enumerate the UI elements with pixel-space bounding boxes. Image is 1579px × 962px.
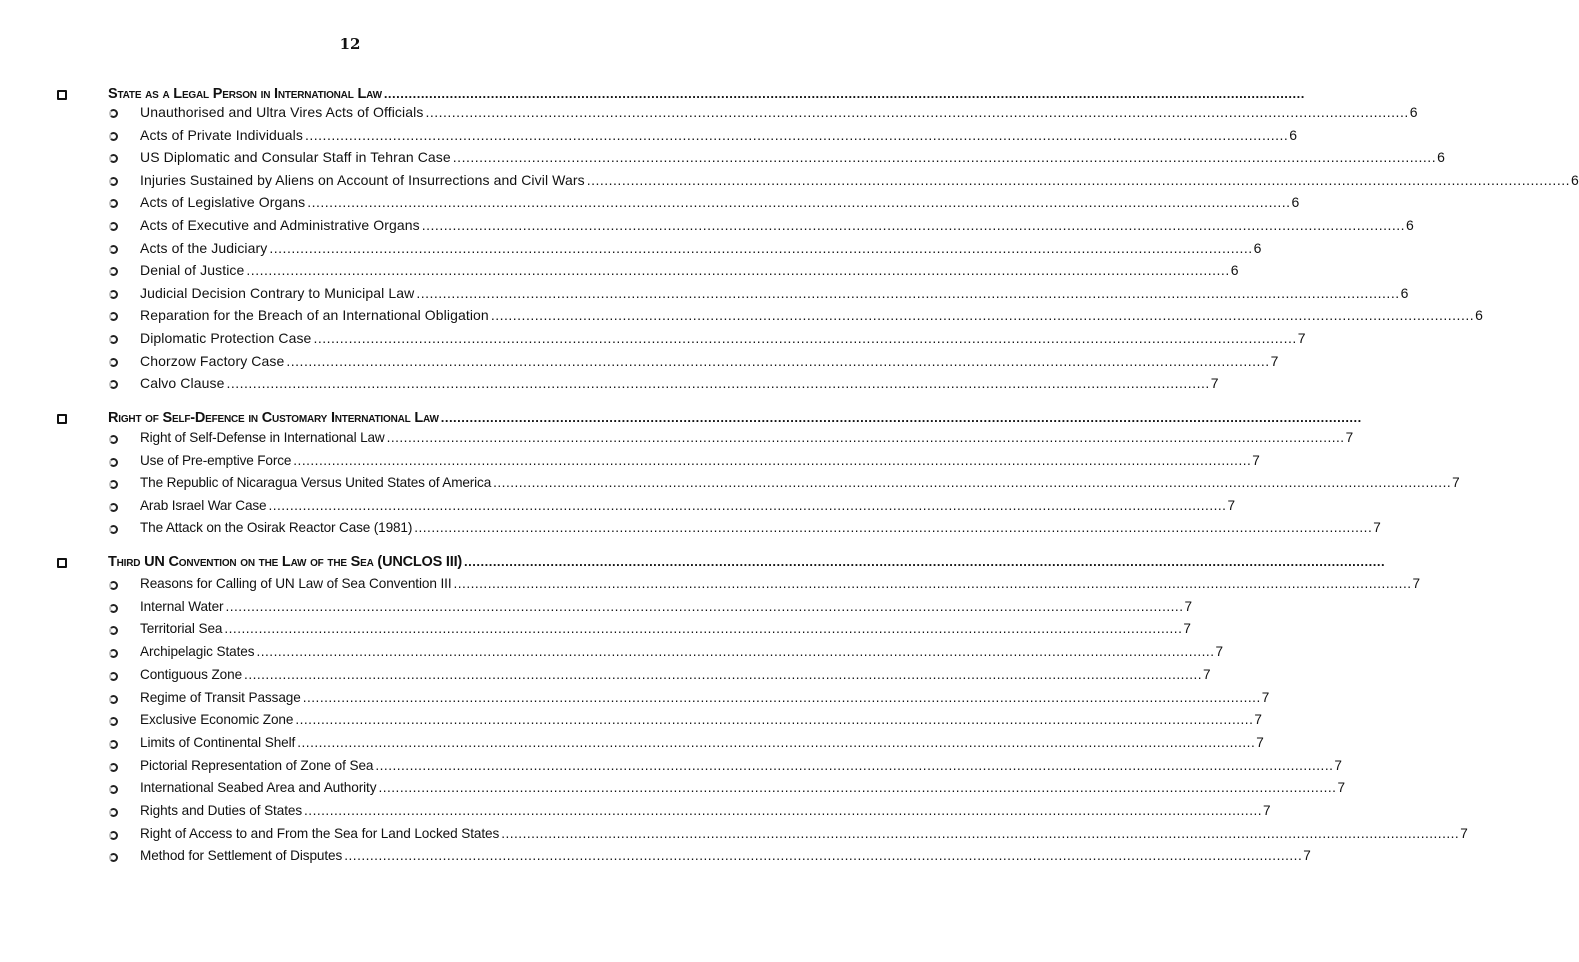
dot-leader <box>269 240 1252 256</box>
item-label: Acts of the Judiciary <box>140 239 268 256</box>
item-label: Territorial Sea <box>140 621 223 637</box>
item-page: 6 <box>1570 171 1579 188</box>
item-label: Limits of Continental Shelf <box>140 734 296 750</box>
circle-bullet-icon <box>109 581 118 590</box>
toc-item[interactable] <box>0 171 1579 194</box>
circle-bullet-icon <box>109 853 118 862</box>
item-page: 7 <box>1334 757 1342 773</box>
toc-item[interactable] <box>0 598 1192 621</box>
dot-leader <box>303 690 1261 705</box>
toc-item[interactable] <box>0 330 1306 352</box>
dot-leader <box>375 758 1333 773</box>
item-label: Calvo Clause <box>140 375 225 392</box>
toc-item[interactable] <box>0 126 1298 149</box>
item-label: The Republic of Nicaragua Versus United States of America <box>140 475 492 491</box>
item-label: Reparation for the Breach of an International Obligation <box>140 307 489 324</box>
circle-bullet-icon <box>109 267 118 276</box>
toc-item[interactable] <box>0 217 1414 239</box>
circle-bullet-icon <box>109 480 118 489</box>
item-label: US Diplomatic and Consular Staff in Tehran Case <box>140 149 451 166</box>
item-label: Chorzow Factory Case <box>140 352 285 369</box>
item-page: 7 <box>1297 330 1306 346</box>
item-label: International Seabed Area and Authority <box>140 780 377 796</box>
item-page: 7 <box>1256 734 1264 750</box>
item-page: 6 <box>1289 126 1298 143</box>
checkbox-icon <box>57 414 67 424</box>
section-title: Third UN Convention on the Law of the Sea (UNCLOS III) <box>108 554 463 570</box>
circle-bullet-icon <box>109 245 118 254</box>
toc-item[interactable] <box>0 430 1353 452</box>
dot-leader <box>587 172 1570 188</box>
dot-leader <box>295 712 1253 727</box>
item-page: 7 <box>1263 803 1271 818</box>
item-page: 6 <box>1406 217 1414 233</box>
dot-leader <box>501 826 1459 841</box>
circle-bullet-icon <box>109 831 118 840</box>
item-page: 7 <box>1460 825 1468 841</box>
circle-bullet-icon <box>109 808 118 817</box>
toc-item[interactable] <box>0 497 1235 520</box>
item-page: 7 <box>1345 430 1353 445</box>
item-page: 7 <box>1210 375 1219 392</box>
item-label: Internal Water <box>140 598 224 614</box>
circle-bullet-icon <box>109 199 118 208</box>
dot-leader <box>422 217 1405 233</box>
toc-item[interactable] <box>0 825 1468 848</box>
item-label: Archipelagic States <box>140 644 255 660</box>
circle-bullet-icon <box>109 649 118 658</box>
item-page: 6 <box>1253 239 1262 256</box>
toc-item[interactable] <box>0 734 1264 757</box>
section-title: Right of Self-Defence in Customary International Law <box>108 410 439 426</box>
section-heading[interactable] <box>0 554 700 574</box>
circle-bullet-icon <box>109 525 118 534</box>
circle-bullet-icon <box>109 290 118 299</box>
circle-bullet-icon <box>109 132 118 141</box>
item-label: Right of Access to and From the Sea for Land Locked States <box>140 825 500 841</box>
toc-item[interactable] <box>0 352 1279 375</box>
dot-leader <box>425 104 1408 120</box>
dot-leader <box>384 86 1305 101</box>
item-page: 7 <box>1303 848 1311 864</box>
toc-item[interactable] <box>0 239 1262 262</box>
item-page: 7 <box>1337 780 1345 796</box>
circle-bullet-icon <box>109 177 118 186</box>
item-label: The Attack on the Osirak Reactor Case (1981) <box>140 520 413 536</box>
circle-bullet-icon <box>109 503 118 512</box>
toc-item[interactable] <box>0 712 1262 734</box>
circle-bullet-icon <box>109 785 118 794</box>
item-page: 7 <box>1452 475 1460 491</box>
dot-leader <box>225 599 1183 614</box>
dot-leader <box>344 848 1302 863</box>
item-page: 7 <box>1203 666 1211 682</box>
toc-item[interactable] <box>0 375 1219 397</box>
item-page: 7 <box>1183 621 1191 637</box>
item-page: 6 <box>1409 104 1418 120</box>
dot-leader <box>268 498 1226 513</box>
circle-bullet-icon <box>109 358 118 367</box>
item-label: Right of Self-Defense in International Law <box>140 430 385 445</box>
section-heading[interactable] <box>0 410 700 430</box>
item-page: 7 <box>1254 712 1262 728</box>
circle-bullet-icon <box>109 604 118 613</box>
item-label: Injuries Sustained by Aliens on Account of Insurrections and Civil Wars <box>140 171 585 188</box>
dot-leader <box>297 735 1255 750</box>
item-page: 7 <box>1412 576 1420 591</box>
toc-item[interactable] <box>0 262 1239 284</box>
item-page: 6 <box>1400 284 1409 301</box>
item-label: Regime of Transit Passage <box>140 689 301 705</box>
dot-leader <box>387 430 1345 445</box>
checkbox-icon <box>57 90 67 100</box>
dot-leader <box>493 475 1451 490</box>
item-page: 7 <box>1261 689 1270 705</box>
item-page: 6 <box>1475 307 1483 324</box>
item-page: 6 <box>1437 149 1445 166</box>
dot-leader <box>256 644 1214 659</box>
dot-leader <box>441 410 1362 425</box>
circle-bullet-icon <box>109 695 118 704</box>
dot-leader <box>224 621 1182 636</box>
item-label: Acts of Executive and Administrative Organs <box>140 217 420 233</box>
toc-item[interactable] <box>0 848 1311 870</box>
toc-item[interactable] <box>0 194 1300 216</box>
item-label: Denial of Justice <box>140 262 245 279</box>
page-number: 12 <box>339 35 361 53</box>
item-page: 7 <box>1270 352 1279 369</box>
item-label: Diplomatic Protection Case <box>140 330 312 346</box>
circle-bullet-icon <box>109 380 118 389</box>
dot-leader <box>378 780 1336 795</box>
dot-leader <box>416 285 1399 301</box>
toc-item[interactable] <box>0 666 1211 689</box>
circle-bullet-icon <box>109 717 118 726</box>
toc-item[interactable] <box>0 475 1460 497</box>
item-label: Contiguous Zone <box>140 666 243 682</box>
item-label: Judicial Decision Contrary to Municipal Law <box>140 284 415 301</box>
item-label: Pictorial Representation of Zone of Sea <box>140 757 374 773</box>
toc-item[interactable] <box>0 780 1345 802</box>
circle-bullet-icon <box>109 154 118 163</box>
section-title: State as a Legal Person in International Law <box>108 86 382 102</box>
item-label: Method for Settlement of Disputes <box>140 848 343 864</box>
toc-item[interactable] <box>0 757 1342 780</box>
circle-bullet-icon <box>109 335 118 344</box>
dot-leader <box>491 307 1474 323</box>
circle-bullet-icon <box>109 458 118 467</box>
toc-item[interactable] <box>0 452 1260 475</box>
dot-leader <box>293 453 1251 468</box>
dot-leader <box>244 667 1202 682</box>
dot-leader <box>246 262 1229 278</box>
circle-bullet-icon <box>109 740 118 749</box>
section-heading[interactable] <box>0 86 700 106</box>
dot-leader <box>464 554 1385 569</box>
item-page: 7 <box>1227 497 1235 513</box>
toc-item[interactable] <box>0 576 1420 598</box>
toc-item[interactable] <box>0 307 1483 329</box>
item-page: 7 <box>1252 452 1260 468</box>
item-label: Unauthorised and Ultra Vires Acts of Officials <box>140 104 424 120</box>
toc-item[interactable] <box>0 520 1381 542</box>
circle-bullet-icon <box>109 109 118 118</box>
circle-bullet-icon <box>109 435 118 444</box>
circle-bullet-icon <box>109 222 118 231</box>
circle-bullet-icon <box>109 672 118 681</box>
item-page: 7 <box>1184 598 1192 614</box>
circle-bullet-icon <box>109 626 118 635</box>
circle-bullet-icon <box>109 312 118 321</box>
circle-bullet-icon <box>109 763 118 772</box>
item-page: 7 <box>1373 520 1381 536</box>
dot-leader <box>307 194 1290 210</box>
item-label: Exclusive Economic Zone <box>140 712 294 728</box>
toc-item[interactable] <box>0 644 1223 666</box>
item-page: 7 <box>1215 644 1223 660</box>
dot-leader <box>453 149 1436 165</box>
toc-item[interactable] <box>0 284 1409 307</box>
toc-item[interactable] <box>0 803 1271 825</box>
toc-item[interactable] <box>0 104 1418 126</box>
dot-leader <box>414 520 1372 535</box>
dot-leader <box>226 375 1209 391</box>
item-label: Reasons for Calling of UN Law of Sea Convention III <box>140 576 452 591</box>
toc-item[interactable] <box>0 149 1445 171</box>
toc-item[interactable] <box>0 689 1270 712</box>
item-page: 6 <box>1291 194 1300 211</box>
item-label: Rights and Duties of States <box>140 803 303 818</box>
item-label: Acts of Legislative Organs <box>140 194 306 211</box>
dot-leader <box>454 576 1412 591</box>
item-page: 6 <box>1230 262 1239 279</box>
dot-leader <box>313 330 1296 346</box>
dot-leader <box>305 127 1288 143</box>
item-label: Arab Israel War Case <box>140 497 267 513</box>
toc-item[interactable] <box>0 621 1191 643</box>
checkbox-icon <box>57 558 67 568</box>
dot-leader <box>304 803 1262 818</box>
item-label: Use of Pre-emptive Force <box>140 452 292 468</box>
item-label: Acts of Private Individuals <box>140 126 303 143</box>
dot-leader <box>286 353 1269 369</box>
